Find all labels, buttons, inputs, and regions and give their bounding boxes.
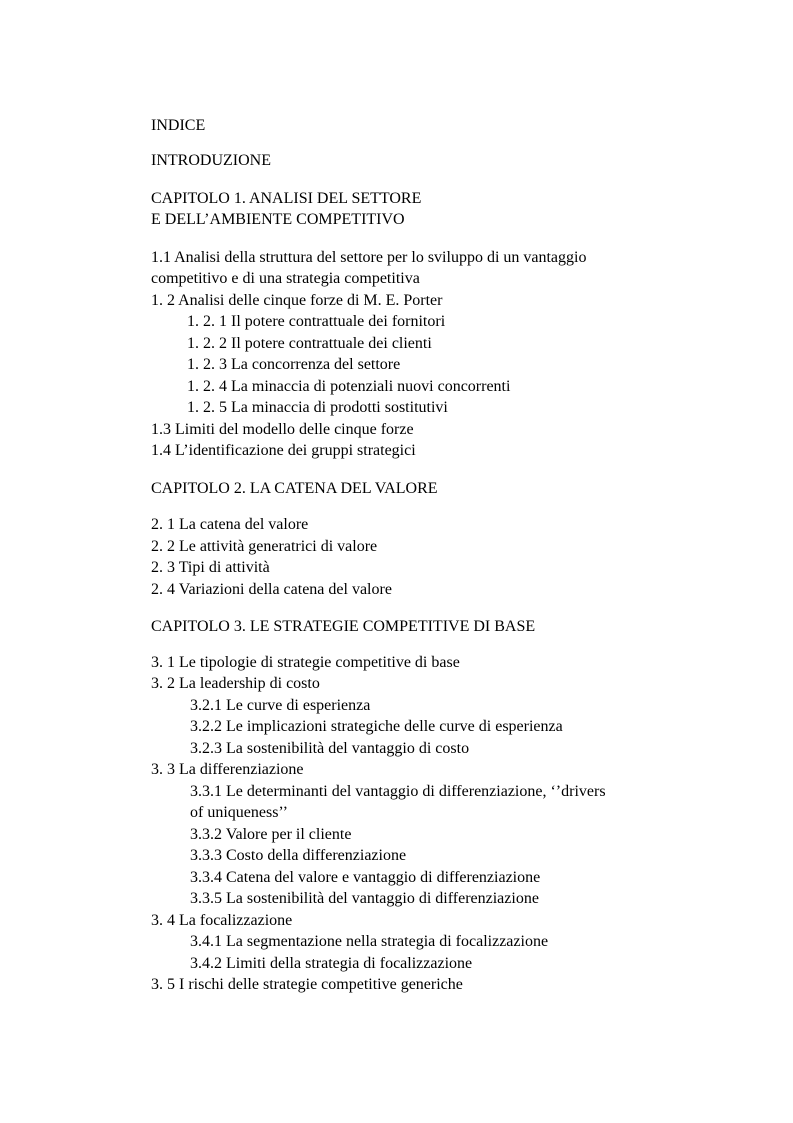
toc-entry-2-1: 2. 1 La catena del valore [151, 516, 309, 533]
introduction-heading: INTRODUZIONE [151, 152, 271, 169]
toc-entry-3-3-2: 3.3.2 Valore per il cliente [190, 826, 352, 843]
toc-entry-1-2-1: 1. 2. 1 Il potere contrattuale dei fornitori [187, 313, 446, 330]
index-title: INDICE [151, 117, 206, 134]
toc-entry-1-2-4: 1. 2. 4 La minaccia di potenziali nuovi concorrenti [187, 378, 511, 395]
toc-entry-2-3: 2. 3 Tipi di attività [151, 559, 270, 576]
chapter-2-title: CAPITOLO 2. LA CATENA DEL VALORE [151, 480, 438, 497]
toc-entry-1-1-line-2: competitivo e di una strategia competitiva [151, 270, 420, 287]
toc-entry-3-4-1: 3.4.1 La segmentazione nella strategia di focalizzazione [190, 933, 549, 950]
toc-entry-1-4: 1.4 L’identificazione dei gruppi strategici [151, 442, 416, 459]
toc-entry-3-2-2: 3.2.2 Le implicazioni strategiche delle curve di esperienza [190, 718, 563, 735]
chapter-3-title: CAPITOLO 3. LE STRATEGIE COMPETITIVE DI BASE [151, 618, 536, 635]
toc-entry-3-5: 3. 5 I rischi delle strategie competitive generiche [151, 976, 463, 993]
toc-entry-3-3-1-line-1: 3.3.1 Le determinanti del vantaggio di differenziazione, ‘’drivers [190, 783, 606, 800]
toc-entry-3-3: 3. 3 La differenziazione [151, 761, 304, 778]
chapter-1-title-line-1: CAPITOLO 1. ANALISI DEL SETTORE [151, 190, 422, 207]
toc-entry-3-2: 3. 2 La leadership di costo [151, 675, 320, 692]
toc-entry-3-3-3: 3.3.3 Costo della differenziazione [190, 847, 407, 864]
toc-entry-3-3-1-line-2: of uniqueness’’ [190, 804, 288, 821]
toc-entry-1-2-3: 1. 2. 3 La concorrenza del settore [187, 356, 401, 373]
toc-entry-3-2-3: 3.2.3 La sostenibilità del vantaggio di costo [190, 740, 470, 757]
toc-entry-3-3-4: 3.3.4 Catena del valore e vantaggio di differenziazione [190, 869, 541, 886]
toc-entry-1-1-line-1: 1.1 Analisi della struttura del settore per lo sviluppo di un vantaggio [151, 249, 587, 266]
toc-entry-2-4: 2. 4 Variazioni della catena del valore [151, 581, 392, 598]
toc-entry-3-4: 3. 4 La focalizzazione [151, 912, 293, 929]
chapter-1-title-line-2: E DELL’AMBIENTE COMPETITIVO [151, 211, 405, 228]
toc-entry-1-3: 1.3 Limiti del modello delle cinque forze [151, 421, 414, 438]
toc-entry-3-4-2: 3.4.2 Limiti della strategia di focalizzazione [190, 955, 473, 972]
toc-entry-1-2: 1. 2 Analisi delle cinque forze di M. E. Porter [151, 292, 443, 309]
toc-entry-3-3-5: 3.3.5 La sostenibilità del vantaggio di differenziazione [190, 890, 539, 907]
toc-entry-1-2-5: 1. 2. 5 La minaccia di prodotti sostitutivi [187, 399, 448, 416]
toc-entry-1-2-2: 1. 2. 2 Il potere contrattuale dei clienti [187, 335, 432, 352]
toc-entry-2-2: 2. 2 Le attività generatrici di valore [151, 538, 378, 555]
toc-entry-3-2-1: 3.2.1 Le curve di esperienza [190, 697, 371, 714]
toc-entry-3-1: 3. 1 Le tipologie di strategie competitive di base [151, 654, 460, 671]
